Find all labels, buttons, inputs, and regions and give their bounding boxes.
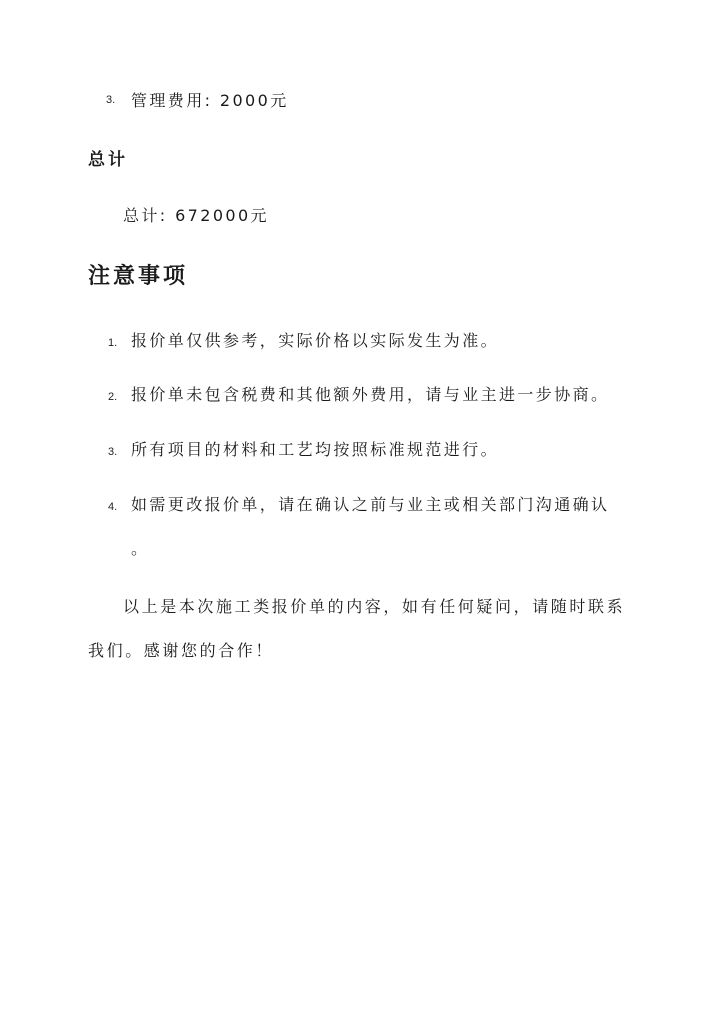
closing-paragraph-line2: 我们。感谢您的合作！: [88, 641, 275, 660]
section-heading-notes: 注意事项: [88, 263, 189, 289]
note-item-number: 3.: [108, 446, 118, 458]
closing-paragraph-line1: 以上是本次施工类报价单的内容，如有任何疑问，请随时联系: [123, 597, 626, 616]
note-item-text-continuation: 。: [131, 539, 150, 558]
note-item-text: 报价单未包含税费和其他额外费用，请与业主进一步协商。: [131, 385, 610, 404]
note-item-text: 所有项目的材料和工艺均按照标准规范进行。: [131, 440, 500, 459]
list-item-text: 管理费用: 2000元: [131, 91, 289, 110]
note-item-number: 2.: [108, 391, 118, 403]
note-item-number: 1.: [108, 337, 118, 349]
total-text: 总计: 672000元: [123, 206, 269, 225]
note-item-text: 报价单仅供参考，实际价格以实际发生为准。: [131, 331, 500, 350]
note-item-number: 4.: [108, 501, 118, 513]
section-heading-total: 总计: [88, 150, 128, 170]
note-item-text: 如需更改报价单，请在确认之前与业主或相关部门沟通确认: [131, 495, 610, 514]
list-item-number: 3.: [106, 94, 116, 106]
